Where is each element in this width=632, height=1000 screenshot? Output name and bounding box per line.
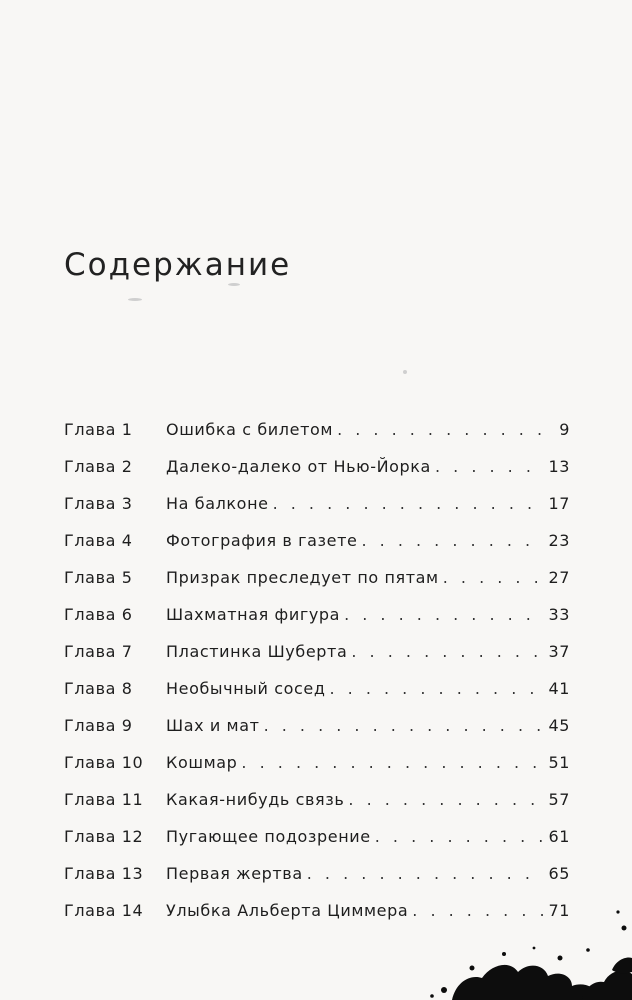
table-of-contents	[64, 420, 570, 938]
toc-row	[64, 494, 570, 531]
toc-dot-leader	[443, 568, 544, 587]
toc-row	[64, 605, 570, 642]
toc-page-number: 51	[548, 753, 570, 772]
toc-chapter-title: Пугающее подозрение	[166, 827, 371, 846]
toc-page-number: 13	[548, 457, 570, 476]
toc-chapter-title: Шах и мат	[166, 716, 260, 735]
toc-dot-leader	[307, 864, 544, 883]
toc-chapter-title: Далеко-далеко от Нью-Йорка	[166, 457, 431, 476]
toc-page-number: 71	[548, 901, 570, 920]
toc-chapter-number: Глава 10	[64, 753, 144, 772]
ink-drop	[533, 947, 536, 950]
toc-page-number: 41	[548, 679, 570, 698]
toc-chapter-number: Глава 8	[64, 679, 133, 698]
toc-chapter-number: Глава 14	[64, 901, 144, 920]
toc-dot-leader	[241, 753, 544, 772]
toc-dot-leader	[273, 494, 544, 513]
toc-dot-leader	[264, 716, 544, 735]
toc-chapter-title: Шахматная фигура	[166, 605, 341, 624]
toc-row	[64, 642, 570, 679]
toc-dot-leader	[344, 605, 544, 624]
ink-drop	[441, 987, 447, 993]
toc-chapter-title: Улыбка Альберта Циммера	[166, 901, 409, 920]
ink-drop	[616, 910, 619, 913]
toc-row	[64, 753, 570, 790]
toc-chapter-title: Необычный сосед	[166, 679, 326, 698]
toc-dot-leader	[351, 642, 544, 661]
ink-drop	[558, 956, 563, 961]
toc-dot-leader	[329, 679, 544, 698]
toc-chapter-title: Пластинка Шуберта	[166, 642, 348, 661]
toc-page-number: 57	[548, 790, 570, 809]
toc-page-number: 9	[559, 420, 570, 439]
toc-chapter-number: Глава 5	[64, 568, 133, 587]
toc-page-number: 23	[548, 531, 570, 550]
ink-drop	[622, 926, 627, 931]
ink-blot	[582, 971, 632, 1000]
toc-row	[64, 531, 570, 568]
paper-speck	[403, 370, 407, 374]
toc-row	[64, 827, 570, 864]
toc-chapter-title: Какая-нибудь связь	[166, 790, 345, 809]
toc-row	[64, 679, 570, 716]
toc-page-number: 37	[548, 642, 570, 661]
toc-page-number: 61	[548, 827, 570, 846]
toc-chapter-title: Фотография в газете	[166, 531, 358, 550]
ink-splatter	[412, 890, 632, 1000]
ink-blot	[612, 958, 632, 974]
ink-splatter-shapes	[430, 910, 632, 1000]
ink-blot	[452, 965, 598, 1000]
ink-drop	[586, 948, 590, 952]
toc-dot-leader	[361, 531, 544, 550]
toc-chapter-number: Глава 1	[64, 420, 133, 439]
ink-drop	[502, 952, 506, 956]
page-title: Содержание	[64, 246, 292, 283]
toc-chapter-number: Глава 11	[64, 790, 144, 809]
toc-chapter-title: Призрак преследует по пятам	[166, 568, 439, 587]
toc-row	[64, 420, 570, 457]
toc-chapter-number: Глава 4	[64, 531, 133, 550]
toc-dot-leader	[337, 420, 544, 439]
toc-chapter-number: Глава 9	[64, 716, 133, 735]
toc-row	[64, 716, 570, 753]
toc-chapter-number: Глава 2	[64, 457, 133, 476]
toc-chapter-title: Первая жертва	[166, 864, 303, 883]
ink-drop	[430, 994, 434, 998]
toc-dot-leader	[348, 790, 544, 809]
toc-chapter-number: Глава 13	[64, 864, 144, 883]
toc-page-number: 45	[548, 716, 570, 735]
toc-row	[64, 568, 570, 605]
toc-chapter-title: Кошмар	[166, 753, 238, 772]
toc-row	[64, 790, 570, 827]
toc-page-number: 27	[548, 568, 570, 587]
toc-chapter-title: На балконе	[166, 494, 269, 513]
toc-chapter-number: Глава 7	[64, 642, 133, 661]
toc-dot-leader	[435, 457, 544, 476]
toc-dot-leader	[375, 827, 544, 846]
toc-chapter-title: Ошибка с билетом	[166, 420, 334, 439]
toc-chapter-number: Глава 3	[64, 494, 133, 513]
toc-page-number: 33	[548, 605, 570, 624]
toc-chapter-number: Глава 6	[64, 605, 133, 624]
paper-speck	[228, 283, 240, 286]
paper-speck	[128, 298, 142, 301]
toc-chapter-number: Глава 12	[64, 827, 144, 846]
ink-drop	[470, 966, 475, 971]
toc-page-number: 17	[548, 494, 570, 513]
toc-row	[64, 457, 570, 494]
toc-page-number: 65	[548, 864, 570, 883]
